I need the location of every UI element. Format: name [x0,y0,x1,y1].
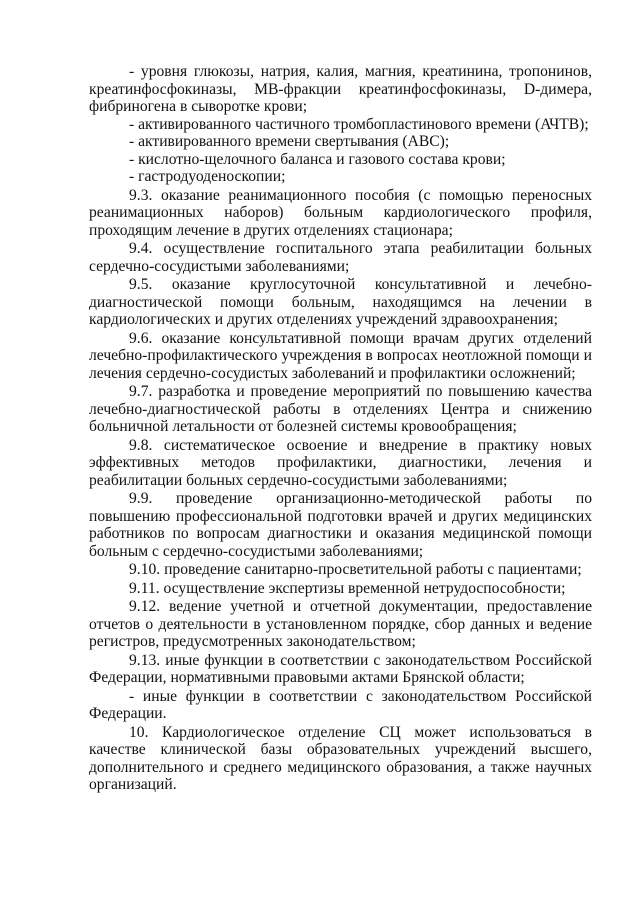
list-item-aptt: - активированного частичного тромбопластинового времени (АЧТВ); [129,115,589,133]
clause-9-5: 9.5. оказание круглосуточной консультативной и лечебно-диагностической помощи больным, находящимся на лечении в кардиологических и других отделениях учреждений здравоохранения; [89,276,592,328]
list-item-acid-base: - кислотно-щелочного баланса и газового состава крови; [129,150,506,168]
clause-10: 10. Кардиологическое отделение СЦ может использоваться в качестве клинической базы образовательных учреждений высшего, дополнительного и среднего медицинского образования, а также научных организаций. [89,723,592,793]
list-item-act: - активированного времени свертывания (АВС); [129,133,450,150]
clause-9-10: 9.10. проведение санитарно-просветительной работы с пациентами; [129,561,582,578]
clause-9-7: 9.7. разработка и проведение мероприятий по повышению качества лечебно-диагностической работы в отделениях Центра и снижению больничной летальности от болезней системы кровообращения; [89,383,592,435]
clause-9-11: 9.11. осуществление экспертизы временной нетрудоспособности; [129,579,566,597]
clause-9-6: 9.6. оказание консультативной помощи врачам других отделений лечебно-профилактического учреждения в вопросах неотложной помощи и лечения сердечно-сосудистых заболеваний и профилактики осложнений; [89,329,592,382]
clause-9-4: 9.4. осуществление госпитального этапа реабилитации больных сердечно-сосудистыми заболеваниями; [89,240,592,275]
clause-9-9: 9.9. проведение организационно-методической работы по повышению профессиональной подготовки врачей и других медицинских работников по вопросам диагностики и оказания медицинской помощи больным с сердечно-сосудистыми заболеваниями; [89,490,592,560]
clause-9-12: 9.12. ведение учетной и отчетной документации, предоставление отчетов о деятельности в установленном порядке, сбор данных и ведение регистров, предусмотренных законодательством; [89,598,592,650]
document-body [89,63,592,794]
clause-9-13: 9.13. иные функции в соответствии с законодательством Российской Федерации, нормативными правовыми актами Брянской области; [89,651,592,686]
clause-9-8: 9.8. систематическое освоение и внедрение в практику новых эффективных методов профилактики, диагностики, лечения и реабилитации больных сердечно-сосудистыми заболеваниями; [89,436,592,489]
list-item-blood-serum-levels: - уровня глюкозы, натрия, калия, магния, креатинина, тропонинов, креатинфосфокиназы, МВ-фракции креатинфосфокиназы, D-димера, фибриногена в сыворотке крови; [89,63,592,115]
clause-9-3: 9.3. оказание реанимационного пособия (с помощью переносных реанимационных наборов) больным кардиологического профиля, проходящим лечение в других отделениях стационара; [89,186,592,239]
list-item-gastroduodenoscopy: - гастродуоденоскопии; [129,168,286,185]
list-item-other-functions: - иные функции в соответствии с законодательством Российской Федерации. [89,687,592,722]
